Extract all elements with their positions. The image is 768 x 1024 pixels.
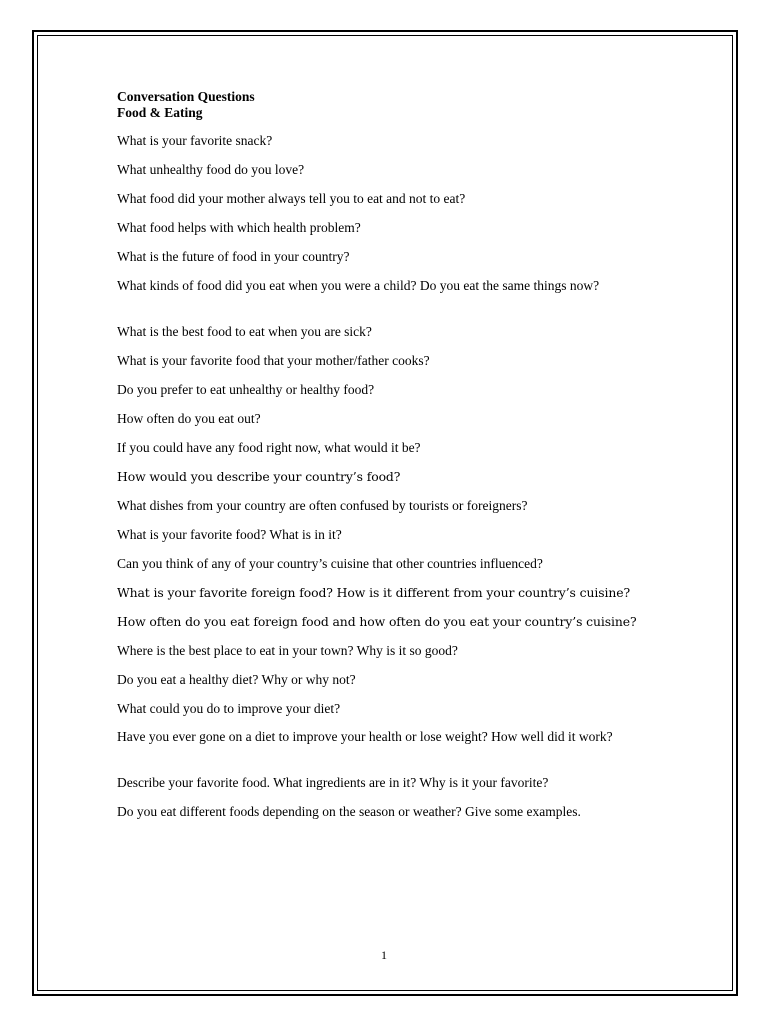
page-number: 1 (381, 948, 387, 962)
question-item: What dishes from your country are often confused by tourists or foreigners? (117, 498, 528, 513)
question-item: What food did your mother always tell you to eat and not to eat? (117, 191, 466, 206)
document-subtitle: Food & Eating (117, 105, 203, 120)
question-item: What is your favorite food? What is in it? (117, 527, 342, 542)
document-title: Conversation Questions (117, 89, 255, 104)
question-item: How often do you eat out? (117, 411, 261, 426)
question-item: Do you eat a healthy diet? Why or why not? (117, 672, 356, 687)
question-item: Have you ever gone on a diet to improve your health or lose weight? How well did it work? (117, 729, 613, 744)
question-item: Do you eat different foods depending on the season or weather? Give some examples. (117, 804, 581, 819)
question-item: Describe your favorite food. What ingredients are in it? Why is it your favorite? (117, 775, 549, 790)
question-item: How often do you eat foreign food and how often do you eat your country’s cuisine? (117, 614, 637, 629)
question-item: What kinds of food did you eat when you were a child? Do you eat the same things now? (117, 278, 600, 293)
question-item: What is the future of food in your country? (117, 249, 350, 264)
question-item: What is your favorite foreign food? How is it different from your country’s cuisine? (117, 585, 631, 600)
question-item: If you could have any food right now, what would it be? (117, 440, 421, 455)
question-item: What could you do to improve your diet? (117, 701, 341, 716)
question-item: What is your favorite food that your mother/father cooks? (117, 353, 430, 368)
question-item: What unhealthy food do you love? (117, 162, 305, 177)
question-item: What is your favorite snack? (117, 133, 273, 148)
question-item: What food helps with which health problem? (117, 220, 361, 235)
question-item: How would you describe your country’s food? (117, 469, 401, 484)
question-item: Can you think of any of your country’s cuisine that other countries influenced? (117, 556, 543, 571)
question-item: Do you prefer to eat unhealthy or healthy food? (117, 382, 375, 397)
question-item: Where is the best place to eat in your town? Why is it so good? (117, 643, 458, 658)
question-item: What is the best food to eat when you are sick? (117, 324, 372, 339)
